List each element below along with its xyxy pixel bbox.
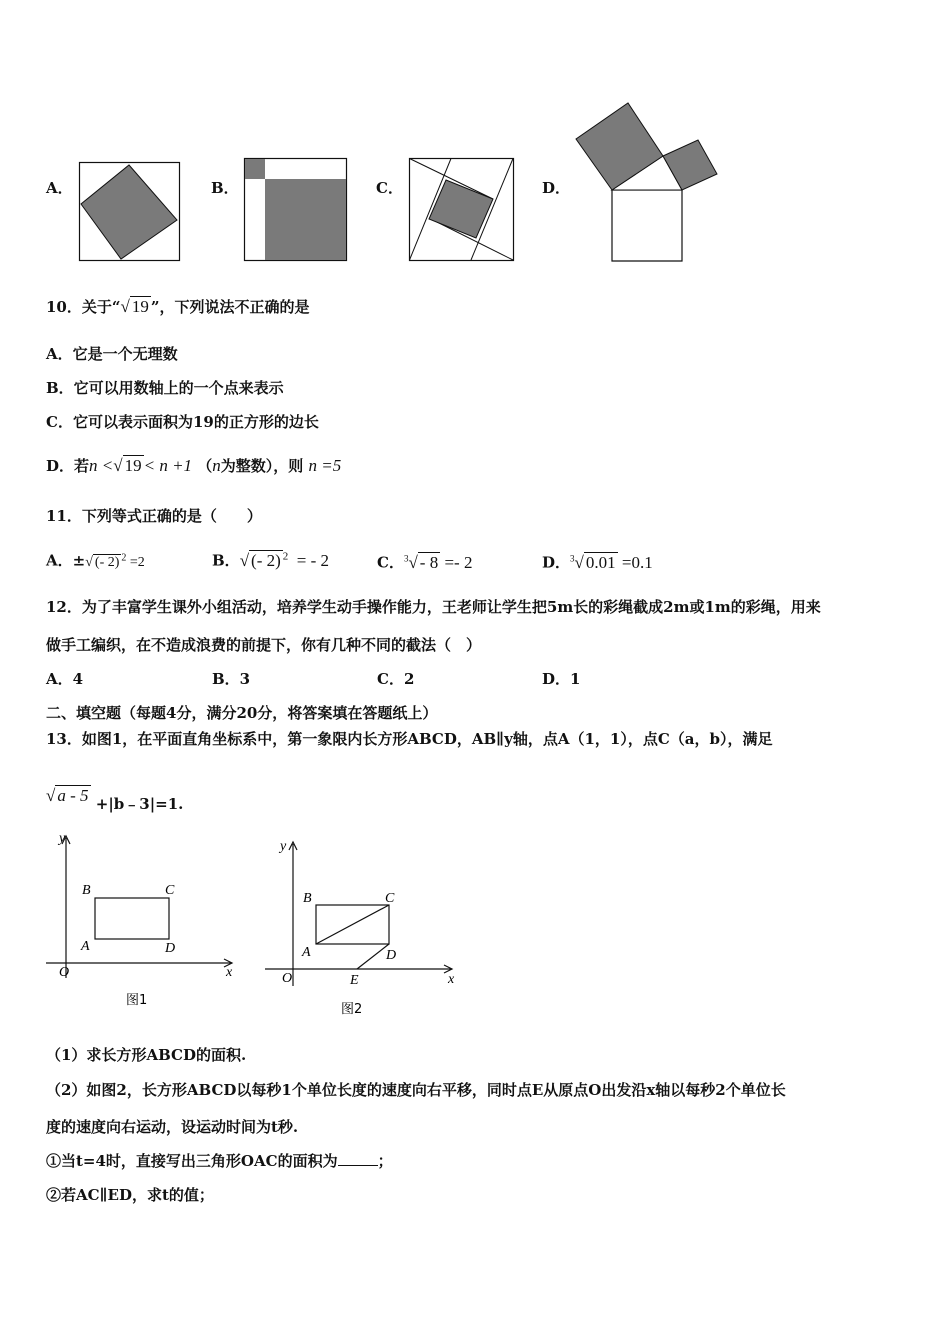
q13-sub1: [46, 1151, 393, 1171]
q11-a-radicand: (- 2): [94, 554, 120, 570]
q13-part2-line1: （2）如图2，长方形ABCD以每秒1个单位长度的速度向右平移，同时点E从原点O出发沿x轴以每秒2个单位长: [46, 1081, 786, 1099]
q12-option-d: D．1: [542, 670, 581, 688]
figure-b: [244, 158, 348, 262]
fig2-point-b: B: [303, 891, 312, 906]
fig2-caption: 图2: [341, 1002, 363, 1017]
q10-d-n: n: [212, 456, 221, 475]
q13-sub1-answer-blank[interactable]: [338, 1151, 378, 1166]
q13-sub1-suffix: ；: [377, 1152, 393, 1170]
q12-stem-line2: 做手工编织，在不造成浪费的前提下，你有几种不同的截法（ ）: [46, 636, 482, 654]
q13-sub1-prefix: ①当t=4时，直接写出三角形OAC的面积为: [46, 1152, 338, 1170]
q10-d-result: n =5: [308, 456, 342, 475]
q13-part2-line2: 度的速度向右运动，设运动时间为t秒.: [46, 1118, 299, 1136]
q10-option-a: A．它是一个无理数: [46, 345, 178, 363]
fig1-x-label: x: [226, 965, 233, 980]
q11-b-exp: 2: [282, 550, 289, 562]
option-a-label: A．: [46, 179, 73, 197]
figure-c: [409, 158, 515, 262]
q13-condition: [46, 786, 184, 813]
q11-d-result: =0.1: [621, 552, 653, 572]
option-d-label: D．: [542, 179, 571, 197]
q13-figure-1: [44, 830, 244, 1020]
fig2-point-a: A: [302, 945, 311, 960]
fig1-point-d: D: [165, 941, 176, 956]
q10-quote-open: “: [111, 298, 121, 316]
q10-d-prefix: D．若: [46, 457, 90, 475]
q11-c-cbrt: $^3$√ - 8 =- 2: [403, 552, 473, 572]
q12-stem-line1: 12．为了丰富学生课外小组活动，培养学生动手操作能力，王老师让学生把5m长的彩绳截成2m或1m的彩绳，用来: [46, 598, 821, 616]
q11-stem: 11．下列等式正确的是（ ）: [46, 507, 262, 525]
q11-d-index: 3: [570, 553, 575, 563]
fig1-y-label: y: [59, 831, 66, 846]
q10-d-paren-open: （: [197, 457, 213, 475]
fig2-o-label: O: [282, 971, 293, 986]
q10-d-right: < n +1: [143, 456, 193, 475]
q10-prefix: 10．关于: [46, 298, 112, 316]
q10-d-sqrt: √ 19: [113, 456, 142, 475]
option-b-label: B．: [211, 179, 239, 197]
q11-d-label: D．: [542, 553, 571, 572]
q11-option-a: [46, 548, 145, 573]
q11-c-radicand: - 8: [419, 552, 439, 572]
q10-option-b: B．它可以用数轴上的一个点来表示: [46, 379, 284, 397]
fig1-o-label: O: [59, 965, 70, 980]
q11-b-result: = - 2: [296, 550, 330, 570]
q12-option-c: C．2: [377, 670, 415, 688]
q11-a-result: =2: [129, 554, 145, 570]
q11-b-sqrt: √ (- 2) $^2$ = - 2: [239, 550, 330, 570]
q13-condition-rest: +|b﹣3|=1.: [95, 795, 184, 813]
fig1-point-a: A: [81, 939, 90, 954]
q11-c-label: C．: [377, 553, 404, 572]
fig2-y-label: y: [280, 839, 287, 854]
q10-sqrt-19: √ 19: [120, 297, 149, 316]
q11-option-b: [212, 546, 329, 571]
option-c-label: C．: [376, 179, 403, 197]
q13-radicand: a - 5: [57, 786, 89, 805]
fig1-point-c: C: [165, 883, 175, 898]
fig2-point-d: D: [386, 948, 397, 963]
q10-d-paren-text: 为整数），则: [220, 457, 304, 475]
q11-d-cbrt: $^3$√ 0.01 =0.1: [570, 552, 653, 572]
q11-option-c: [377, 548, 472, 573]
q10-quote-close: ”: [150, 298, 160, 316]
q13-sqrt: √ a - 5: [46, 786, 89, 805]
figure-d: [575, 102, 720, 264]
q13-part1: （1）求长方形ABCD的面积.: [46, 1046, 247, 1064]
figure-a: [79, 162, 181, 262]
q11-option-d: [542, 548, 653, 573]
q13-stem-line1: 13．如图1，在平面直角坐标系中，第一象限内长方形ABCD，AB∥y轴，点A（1，1），点C（a，b），满足: [46, 730, 773, 748]
q11-b-radicand: (- 2): [251, 550, 281, 570]
q10-stem: [46, 297, 310, 317]
section-heading: 二、填空题（每题4分，满分20分，将答案填在答题纸上）: [46, 704, 438, 722]
q11-a-label: A．±: [46, 551, 86, 570]
q10-option-c: C．它可以表示面积为19的正方形的边长: [46, 413, 319, 431]
q10-suffix: ，下列说法不正确的是: [159, 298, 310, 316]
q10-d-left: n <: [89, 456, 114, 475]
q11-c-index: 3: [403, 553, 409, 563]
fig1-point-b: B: [82, 883, 91, 898]
q13-figure-2: [262, 836, 462, 1026]
fig2-x-label: x: [448, 972, 455, 987]
q11-d-radicand: 0.01: [585, 552, 616, 572]
q12-option-b: B．3: [212, 670, 251, 688]
q11-b-label: B．: [212, 551, 240, 570]
q10-option-d: [46, 456, 341, 476]
q11-a-sqrt: √ (- 2) $^2$ =2: [85, 552, 145, 570]
q12-option-a: A．4: [46, 670, 84, 688]
fig1-caption: 图1: [126, 993, 148, 1008]
q13-sub2: ②若AC∥ED，求t的值；: [46, 1186, 214, 1204]
fig2-point-c: C: [385, 891, 395, 906]
q10-radicand: 19: [131, 297, 149, 316]
q11-a-exp: 2: [121, 552, 127, 563]
fig2-point-e: E: [350, 973, 359, 988]
q10-d-radicand: 19: [124, 456, 142, 475]
q11-c-result: =- 2: [444, 552, 473, 572]
